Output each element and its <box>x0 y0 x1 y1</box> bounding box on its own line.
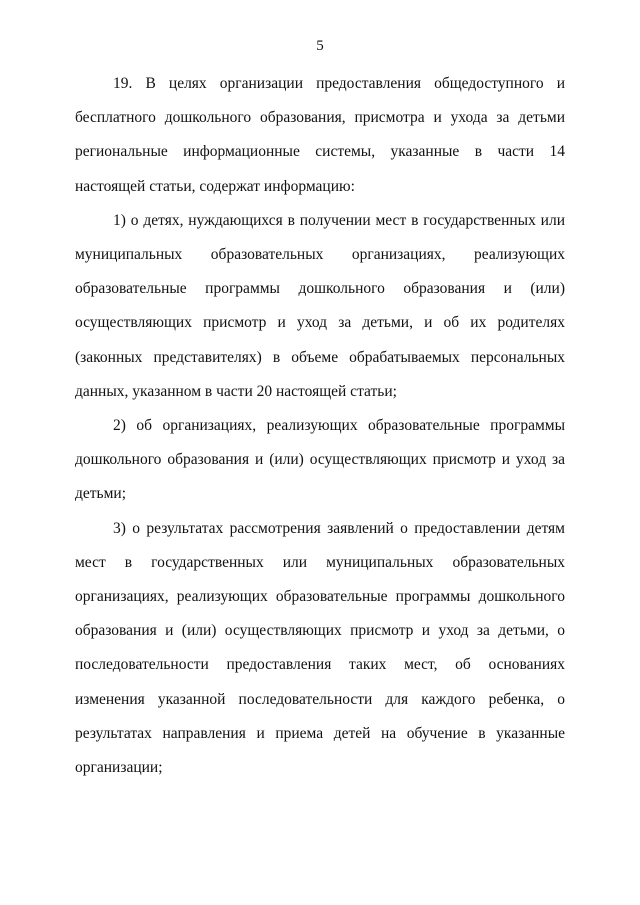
document-body <box>75 67 565 785</box>
paragraph-item-3: 3) о результатах рассмотрения заявлений о предоставлении детям мест в государственных или муниципальных образовательных организациях, реализующих образовательные программы дошкольного образования и (или) осуществляющих присмотр и уход за детьми, о последовательности предоставления таких мест, об основаниях изменения указанной последовательности для каждого ребенка, о результатах направления и приема детей на обучение в указанные организации; <box>75 519 565 777</box>
paragraph-item-2: 2) об организациях, реализующих образовательные программы дошкольного образования и (или) осуществляющих присмотр и уход за детьми; <box>75 417 565 503</box>
paragraph-item-1: 1) о детях, нуждающихся в получении мест в государственных или муниципальных образовательных организациях, реализующих образовательные программы дошкольного образования и (или) осуществляющих присмотр и уход за детьми, и об их родителях (законных представителях) в объеме обрабатываемых персональных данных, указанном в части 20 настоящей статьи; <box>75 211 565 400</box>
paragraph-19: 19. В целях организации предоставления общедоступного и бесплатного дошкольного образования, присмотра и ухода за детьми региональные информационные системы, указанные в части 14 настоящей статьи, содержат информацию: <box>75 75 565 195</box>
page-number: 5 <box>316 38 324 54</box>
